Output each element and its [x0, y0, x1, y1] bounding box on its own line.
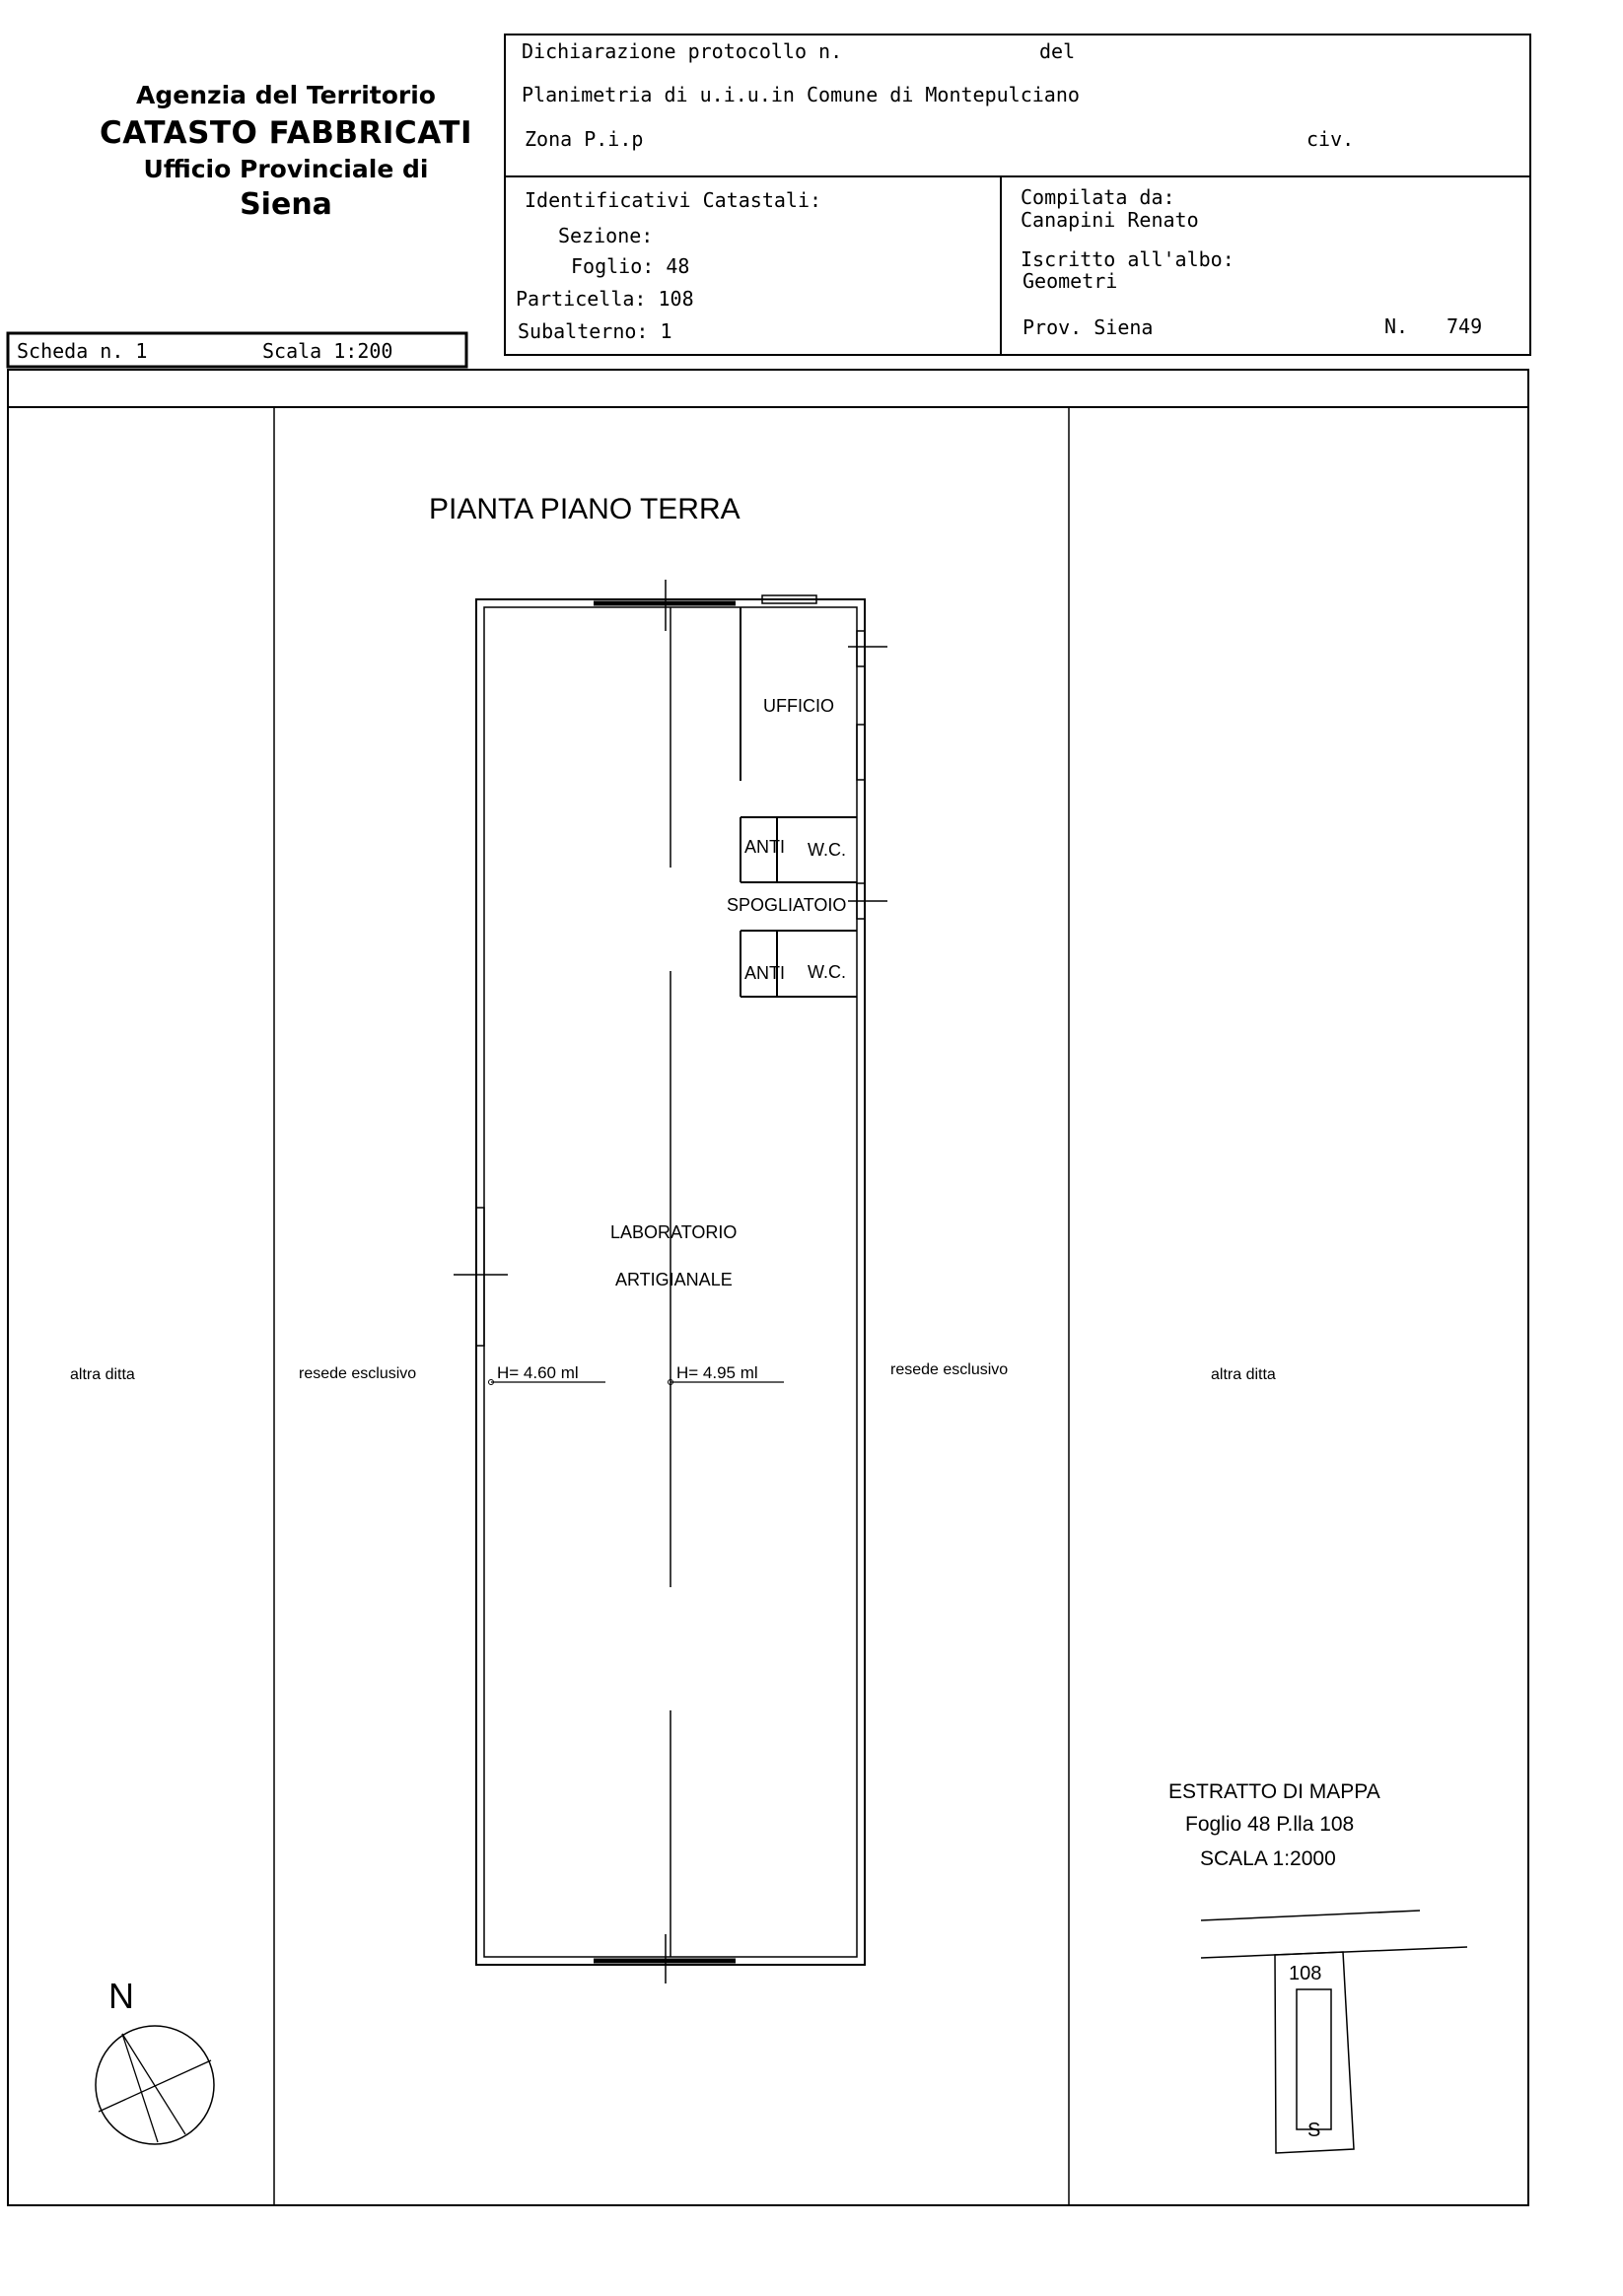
room-spogliatoio: SPOGLIATOIO — [727, 895, 847, 915]
north-label: N — [108, 1976, 134, 2016]
label-resede-right: resede esclusivo — [890, 1361, 1009, 1378]
declaration-label: Dichiarazione protocollo n. — [522, 39, 843, 63]
office-city: Siena — [240, 187, 332, 222]
albo-value: Geometri — [1023, 269, 1118, 293]
subalterno-value: Subalterno: 1 — [518, 319, 672, 343]
sezione-label: Sezione: — [558, 224, 654, 247]
planimetria-text: Planimetria di u.i.u.in Comune di Montepulciano — [522, 83, 1080, 106]
plan-title: PIANTA PIANO TERRA — [429, 493, 741, 525]
foglio-value: Foglio: 48 — [571, 254, 690, 278]
compiler-name: Canapini Renato — [1021, 208, 1199, 232]
prov-value: Prov. Siena — [1023, 315, 1154, 339]
map-extract-foglio: Foglio 48 P.lla 108 — [1185, 1813, 1355, 1836]
n-label: N. — [1384, 314, 1409, 338]
height-label-2: H= 4.95 ml — [676, 1363, 758, 1382]
room-ufficio: UFFICIO — [763, 696, 834, 716]
room-anti-bottom: ANTI — [744, 963, 786, 983]
map-extract-title: ESTRATTO DI MAPPA — [1168, 1780, 1380, 1803]
agency-name: Agenzia del Territorio — [136, 81, 436, 109]
office-name: Ufficio Provinciale di — [143, 155, 429, 183]
room-anti-top: ANTI — [744, 837, 786, 857]
scheda-scale: Scala 1:200 — [262, 339, 393, 363]
zona-text: Zona P.i.p — [525, 127, 644, 151]
scheda-number: Scheda n. 1 — [17, 339, 148, 363]
room-wc-bottom: W.C. — [808, 962, 846, 982]
compilata-label: Compilata da: — [1021, 185, 1175, 209]
office-type: CATASTO FABBRICATI — [100, 115, 472, 151]
main-frame — [8, 370, 1528, 2205]
n-value: 749 — [1447, 314, 1483, 338]
del-label: del — [1039, 39, 1076, 63]
iscritto-label: Iscritto all'albo: — [1021, 247, 1235, 271]
room-wc-top: W.C. — [808, 840, 846, 860]
map-s-label: S — [1307, 2120, 1321, 2141]
room-lab-line2: ARTIGIANALE — [615, 1270, 733, 1289]
map-extract-scale: SCALA 1:2000 — [1200, 1847, 1336, 1870]
height-label-1: H= 4.60 ml — [497, 1363, 579, 1382]
particella-value: Particella: 108 — [516, 287, 694, 311]
identifiers-title: Identificativi Catastali: — [525, 188, 822, 212]
label-altra-ditta-left: altra ditta — [70, 1366, 135, 1383]
label-resede-left: resede esclusivo — [299, 1365, 417, 1382]
room-lab-line1: LABORATORIO — [610, 1222, 738, 1242]
map-parcel-number: 108 — [1289, 1963, 1322, 1984]
civ-label: civ. — [1306, 127, 1355, 151]
label-altra-ditta-right: altra ditta — [1211, 1366, 1276, 1383]
agency-header — [59, 81, 513, 222]
